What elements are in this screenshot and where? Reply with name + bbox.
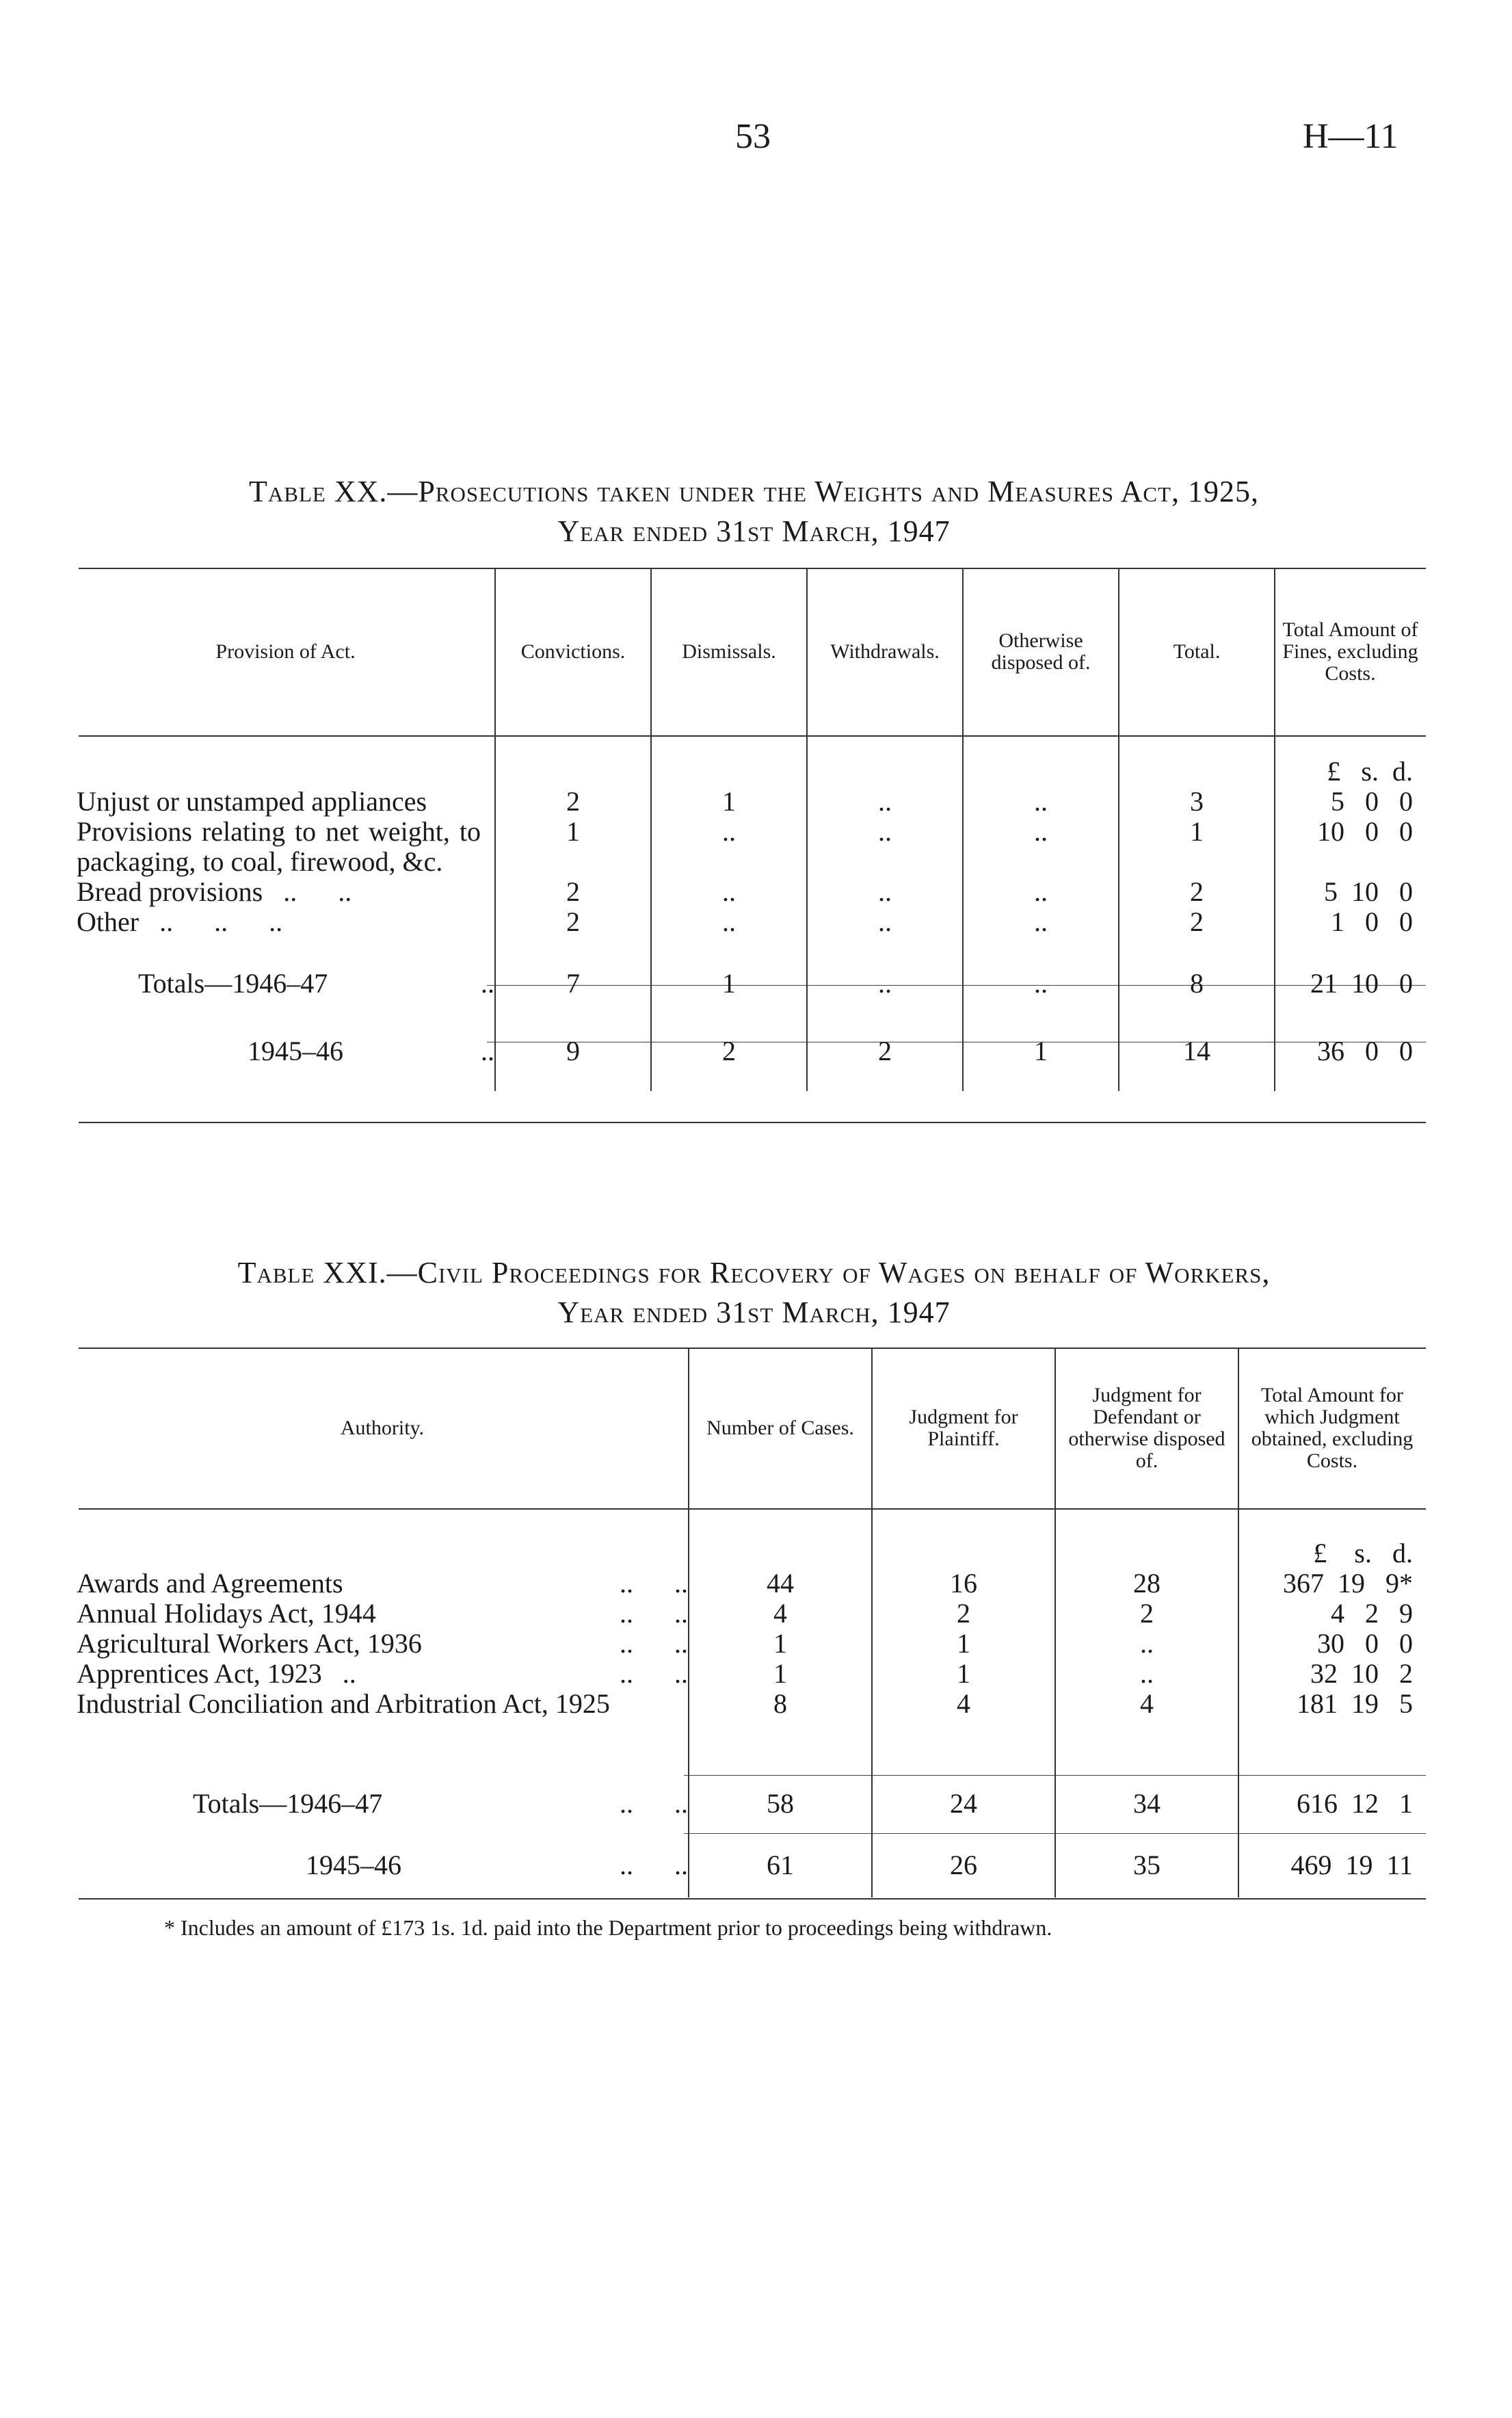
col-convictions: Convictions. xyxy=(495,568,651,735)
totals-row: 1945–46 .. 9 2 2 1 14 36 0 0 xyxy=(77,1012,1425,1091)
table-row: Industrial Conciliation and Arbitration Act, 1925 8 4 4 181 19 5 xyxy=(77,1689,1425,1774)
table-row: Awards and Agreements .. .. 44 16 28 367 19 9* xyxy=(77,1568,1425,1599)
table21-title xyxy=(79,1253,1429,1332)
table-row: Other .. .. .. 2 .. .. .. 2 1 0 0 xyxy=(77,907,1425,955)
totals-row: 1945–46 .. .. 61 26 35 469 19 11 xyxy=(77,1832,1425,1897)
col-defendant: Judgment for Defendant or otherwise disposed of. xyxy=(1055,1348,1238,1508)
col-withdrawals: Withdrawals. xyxy=(807,568,963,735)
totals-row: Totals—1946–47 .. 7 1 .. .. 8 21 10 0 xyxy=(77,955,1425,1012)
col-amount: Total Amount for which Judgment obtained, excluding Costs. xyxy=(1238,1348,1425,1508)
table-row: Apprentices Act, 1923 .. .. .. 1 1 .. 32 10 2 xyxy=(77,1659,1425,1689)
table21-footnote: * Includes an amount of £173 1s. 1d. paid into the Department prior to proceedings being withdrawn. xyxy=(164,1915,1052,1940)
col-dismissals: Dismissals. xyxy=(651,568,807,735)
table20-title-line2: Year ended 31st March, 1947 xyxy=(557,514,951,548)
totals-label: Totals—1946–47 xyxy=(193,1787,383,1819)
currency-header: £ s. d. xyxy=(1275,735,1425,787)
totals-label: Totals—1946–47 xyxy=(138,967,328,999)
col-plaintiff: Judgment for Plaintiff. xyxy=(872,1348,1055,1508)
col-cases: Number of Cases. xyxy=(689,1348,872,1508)
table-row: Unjust or unstamped appliances 2 1 .. .. 3 5 0 0 xyxy=(77,787,1425,817)
totals-row: Totals—1946–47 .. .. 58 24 34 616 12 1 xyxy=(77,1774,1425,1832)
totals-label: 1945–46 xyxy=(248,1036,343,1066)
table-row: Annual Holidays Act, 1944 .. .. 4 2 2 4 2 9 xyxy=(77,1599,1425,1629)
col-otherwise: Otherwise disposed of. xyxy=(963,568,1119,735)
currency-header: £ s. d. xyxy=(1238,1508,1425,1568)
document-code: H—11 xyxy=(1303,117,1398,156)
table21-title-line1: Table XXI.—Civil Proceedings for Recovery of Wages on behalf of Workers, xyxy=(237,1256,1271,1289)
totals-label: 1945–46 xyxy=(306,1849,401,1880)
table21-title-line2: Year ended 31st March, 1947 xyxy=(557,1296,951,1329)
table20-title-line1: Table XX.—Prosecutions taken under the Weights and Measures Act, 1925, xyxy=(249,475,1259,508)
table21 xyxy=(77,1348,1425,1897)
table20 xyxy=(77,568,1425,1091)
table-row: Provisions relating to net weight, to packaging, to coal, firewood, &c. 1 .. .. .. 1 10 0 0 xyxy=(77,817,1425,877)
table-row: Bread provisions .. .. 2 .. .. .. 2 5 10 0 xyxy=(77,877,1425,907)
col-fines: Total Amount of Fines, excluding Costs. xyxy=(1275,568,1425,735)
col-provision: Provision of Act. xyxy=(215,640,356,663)
col-authority: Authority. xyxy=(340,1416,425,1439)
col-total: Total. xyxy=(1119,568,1275,735)
page-number: 53 xyxy=(735,117,771,156)
table20-title xyxy=(79,472,1429,551)
table-row: Agricultural Workers Act, 1936 .. .. 1 1 .. 30 0 0 xyxy=(77,1629,1425,1659)
